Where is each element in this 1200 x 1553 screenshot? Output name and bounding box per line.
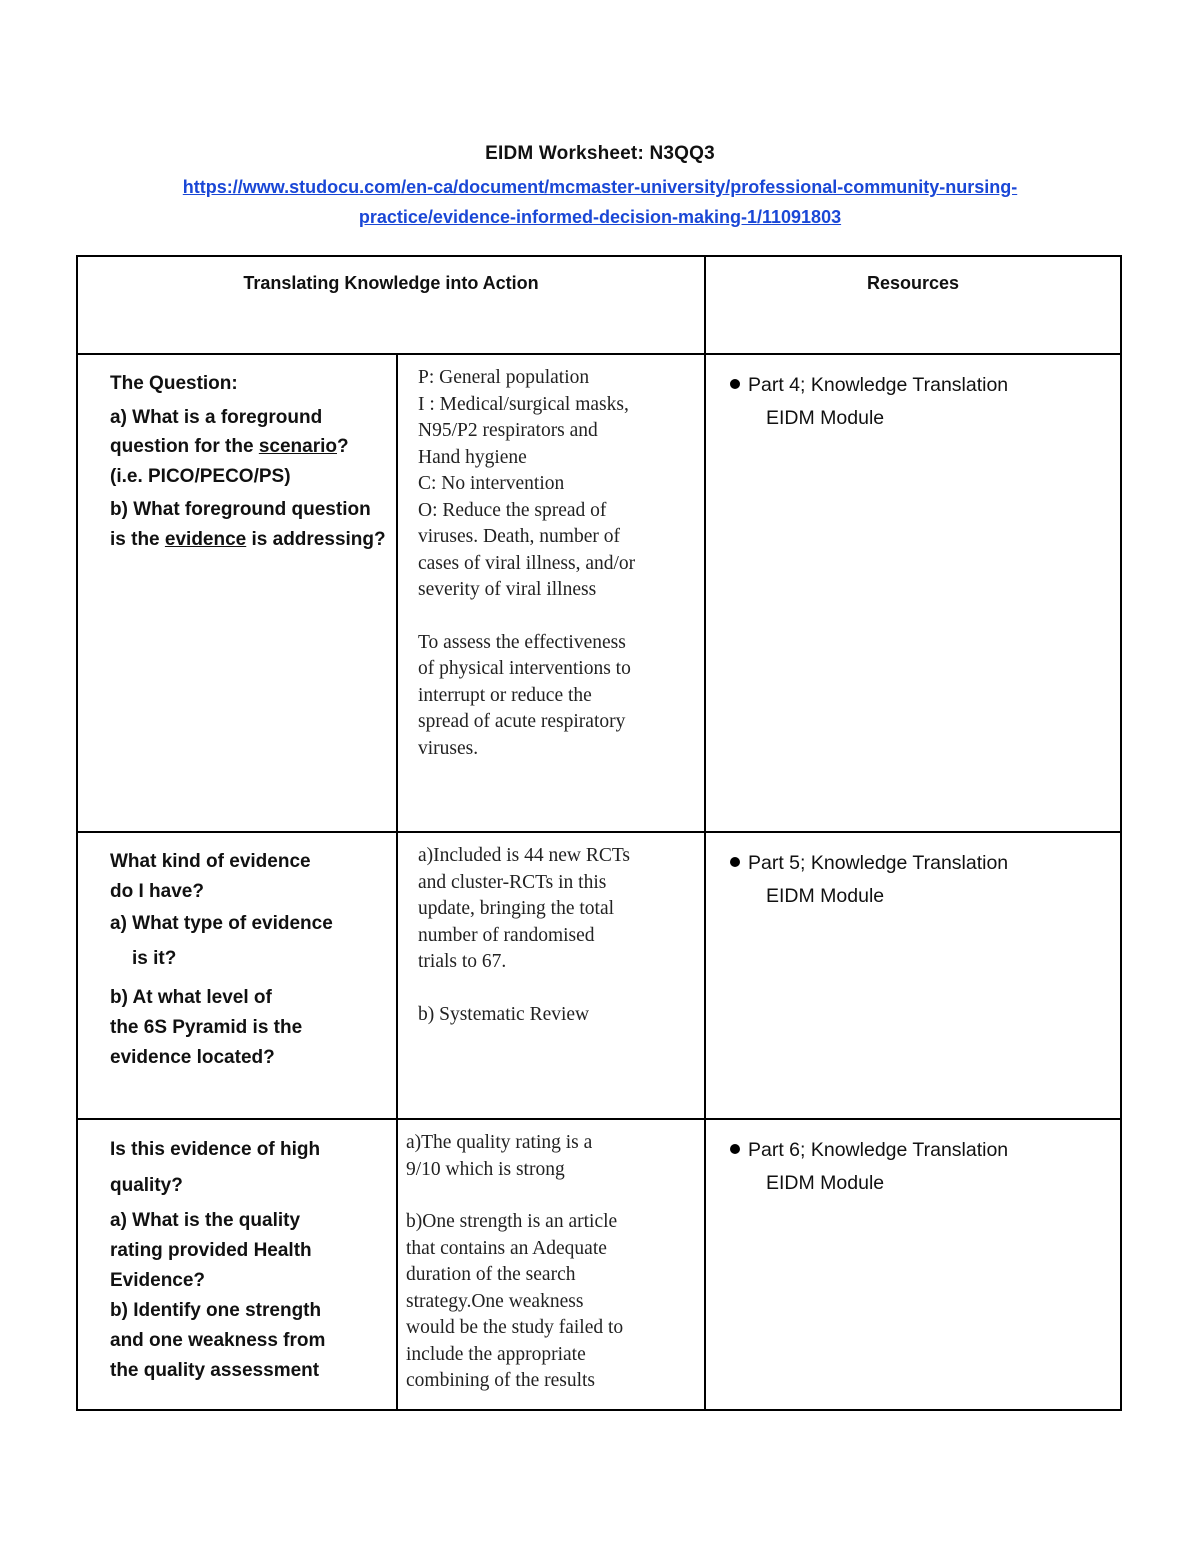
answer-line: a)Included is 44 new RCTs [418, 845, 631, 866]
resource-title: Part 5; Knowledge Translation [748, 852, 1009, 874]
table-row [77, 354, 1121, 832]
answer-line: that contains an Adequate [406, 1237, 607, 1259]
resource-module: EIDM Module [766, 885, 885, 907]
answer-line: N95/P2 respirators and [418, 420, 598, 441]
answer-cell [397, 354, 705, 832]
source-link[interactable] [100, 172, 1100, 232]
answer-line: and cluster-RCTs in this [418, 871, 607, 893]
resource-module: EIDM Module [766, 1172, 885, 1194]
table-header-row [77, 256, 1121, 354]
resource-module: EIDM Module [766, 407, 885, 429]
answer-cell [397, 832, 705, 1119]
question-a: a) What is a foreground question for the scenario? (i.e. PICO/PECO/PS) [110, 406, 349, 487]
source-link-line-2[interactable]: practice/evidence-informed-decision-making-1/11091803 [358, 207, 842, 227]
table-row [77, 1119, 1121, 1410]
question-cell [77, 832, 397, 1119]
answer-line: duration of the search [406, 1264, 576, 1285]
answer-line: O: Reduce the spread of [418, 499, 607, 521]
answer-line: severity of viral illness [418, 579, 597, 600]
answer-line: To assess the effectiveness [418, 631, 626, 653]
answer-line: strategy.One weakness [406, 1290, 584, 1312]
document-title: EIDM Worksheet: N3QQ3 [485, 143, 715, 164]
answer-line: viruses. [418, 737, 479, 759]
header-resources: Resources [705, 256, 1121, 354]
answer-line: spread of acute respiratory [418, 711, 626, 732]
answer-line: cases of viral illness, and/or [418, 552, 636, 574]
question-a: a) What type of evidence is it? [110, 913, 333, 969]
answer-line: include the appropriate [406, 1343, 586, 1365]
table-row [77, 832, 1121, 1119]
bullet-icon [730, 857, 740, 867]
answer-line: trials to 67. [418, 951, 507, 972]
answer-line: 9/10 which is strong [406, 1158, 565, 1180]
answer-line: interrupt or reduce the [418, 684, 592, 706]
answer-line: would be the study failed to [406, 1317, 624, 1338]
answer-line: I : Medical/surgical masks, [418, 393, 629, 415]
resource-title: Part 6; Knowledge Translation [748, 1139, 1009, 1161]
answer-line: viruses. Death, number of [418, 526, 620, 547]
question-b: b) What foreground question is the evidence is addressing? [110, 499, 386, 550]
resource-title: Part 4; Knowledge Translation [748, 374, 1009, 396]
question-a: a) What is the quality rating provided Health Evidence? [110, 1210, 312, 1291]
answer-line: a)The quality rating is a [406, 1132, 593, 1153]
question-cell [77, 1119, 397, 1410]
question-heading: Is this evidence of high quality? [110, 1139, 321, 1196]
question-b: b) At what level of the 6S Pyramid is the evidence located? [110, 987, 303, 1068]
answer-line: update, bringing the total [418, 898, 615, 919]
answer-line: of physical interventions to [418, 658, 631, 679]
source-link-line-1[interactable]: https://www.studocu.com/en-ca/document/mcmaster-university/professional-community-nursing- [182, 177, 1018, 197]
resource-cell [705, 354, 1121, 832]
answer-cell [397, 1119, 705, 1410]
resource-cell [705, 1119, 1121, 1410]
bullet-icon [730, 1144, 740, 1154]
header-translating-knowledge: Translating Knowledge into Action [77, 256, 705, 354]
question-cell [77, 354, 397, 832]
question-heading: The Question: [110, 373, 238, 394]
question-b: b) Identify one strength and one weakness from the quality assessment [110, 1300, 326, 1381]
answer-line: combining of the results [406, 1370, 596, 1391]
bullet-icon [730, 379, 740, 389]
worksheet-table [76, 255, 1122, 1411]
question-heading: What kind of evidence do I have? [110, 851, 311, 902]
answer-line: Hand hygiene [418, 446, 527, 468]
answer-line: number of randomised [418, 924, 595, 946]
answer-line: P: General population [418, 367, 590, 388]
answer-line: b) Systematic Review [418, 1003, 590, 1025]
answer-line: b)One strength is an article [406, 1211, 618, 1232]
resource-cell [705, 832, 1121, 1119]
answer-line: C: No intervention [418, 473, 565, 494]
